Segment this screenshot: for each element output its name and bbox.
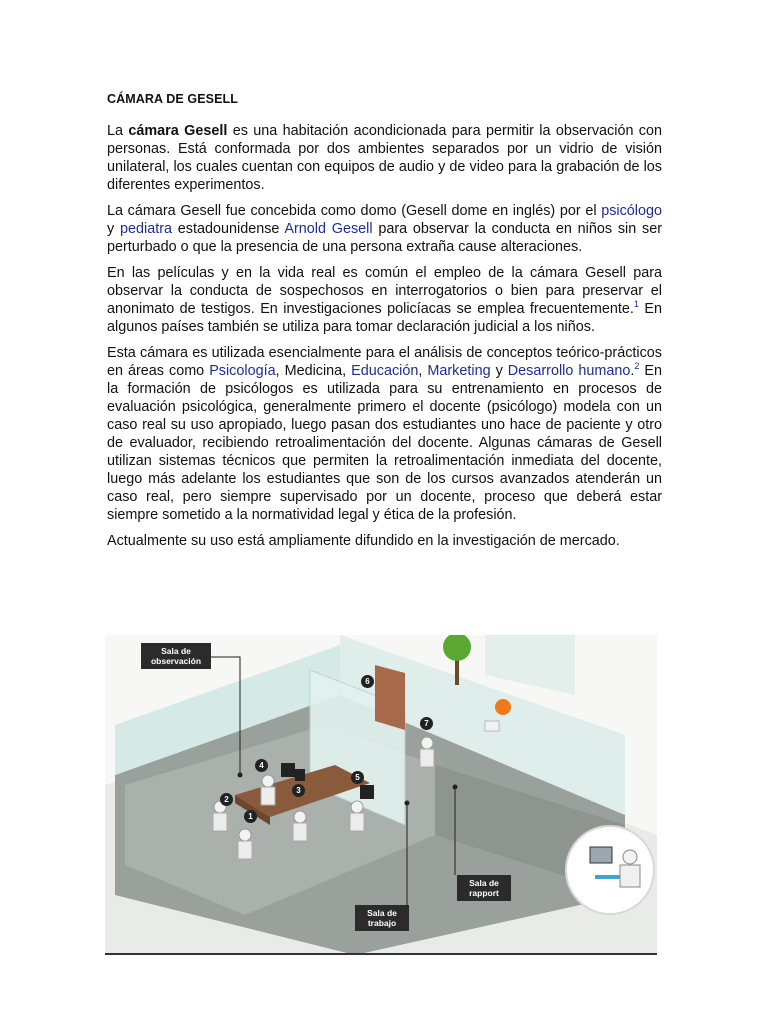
marker-5: 5 [351,771,364,784]
paragraph-3 [107,264,662,336]
link-educacion[interactable]: Educación [351,363,419,379]
marker-4: 4 [255,759,268,772]
paragraph-4 [107,344,662,524]
text: Esta cámara es utilizada esencialmente para el análisis de conceptos teórico-prácticos en áreas como [107,345,662,379]
bold-term: cámara Gesell [128,123,228,139]
paragraph-5: Actualmente su uso está ampliamente difundido en la investigación de mercado. [107,533,620,549]
label-sala-rapport [457,875,511,901]
text: y [490,363,508,379]
person-3 [293,811,307,841]
inset-person-body [620,865,640,887]
callout-dot [405,801,410,806]
gesell-chamber-illustration [105,635,657,955]
person-5 [350,801,364,831]
text: La cámara Gesell fue concebida como domo (Gesell dome en inglés) por el [107,203,602,219]
tree-foliage [443,635,471,661]
footnote-ref-2[interactable]: 2 [634,361,640,372]
text: , [418,363,428,379]
marker-3: 3 [292,784,305,797]
label-line: Sala de [469,878,499,888]
marker-7: 7 [420,717,433,730]
text: En las películas y en la vida real es común el empleo de la cámara Gesell para observar la conducta de sospechosos en interrogatorios o bien para preservar el anonimato de testigos. En investigaciones policíacas se emplea frecuentemente. [107,265,662,317]
inset-monitor [590,847,612,863]
link-arnold-gesell[interactable]: Arnold Gesell [284,221,373,237]
link-desarrollo-humano[interactable]: Desarrollo humano [507,363,631,379]
link-psicologia[interactable]: Psicología [209,363,276,379]
document-title: CÁMARA DE GESELL [107,92,239,106]
inset-person-head [623,850,637,864]
marker-6: 6 [361,675,374,688]
label-sala-observacion [141,643,211,669]
figure-bottom-rule [105,953,657,955]
inset-circle [566,826,654,914]
person-4 [261,775,275,805]
paragraph-1 [107,122,662,194]
text: es una habitación acondicionada para permitir la observación con personas. Está conformada por dos ambientes separados por un vidrio de visión unilateral, los cuales cuentan con equipos de audio y de video para la grabación de los diferentes experimentos. [107,123,663,193]
text: En algunos países también se utiliza para tomar declaración judicial a los niños. [107,301,662,335]
text: estadounidense [172,221,285,237]
callout-dot [453,785,458,790]
link-marketing[interactable]: Marketing [427,363,491,379]
text: La [107,123,129,139]
text: para observar la conducta en niños sin ser perturbado o que la presencia de una persona extraña cause alteraciones. [107,221,662,255]
text: y [107,221,120,237]
monitor [295,769,305,781]
paragraph-2 [107,202,662,256]
label-line: observación [150,656,202,666]
orange-ball [495,699,511,715]
document-body [107,92,662,558]
footnote-ref-1[interactable]: 1 [633,299,639,310]
text: . [630,363,635,379]
label-line: rapport [469,888,499,898]
monitor [360,785,374,799]
toy-box [485,721,499,731]
text: , Medicina, [275,363,352,379]
label-line: trabajo [367,918,397,928]
link-psicologo[interactable]: psicólogo [601,203,662,219]
partition-wall [485,635,575,695]
callout-dot [238,773,243,778]
door [375,665,405,730]
monitor [281,763,295,777]
label-line: Sala de [367,908,397,918]
person-7 [420,737,434,767]
person-1 [238,829,252,859]
label-sala-trabajo [355,905,409,931]
marker-2: 2 [220,793,233,806]
marker-1: 1 [244,810,257,823]
link-pediatra[interactable]: pediatra [119,221,172,237]
label-line: Sala de [161,646,191,656]
text: En la formación de psicólogos es utilizada para su entrenamiento en procesos de evaluación psicológica, generalmente primero el docente (psicólogo) modela con un caso real su uso apropiado, luego pasan dos estudiantes uno hace de paciente y otro de evaluador, recibiendo retroalimentación del docente. Algunas cámaras de Gesell utilizan sistemas técnicos que permiten la retroalimentación inmediata del docente, luego más adelante los estudiantes que son de los cursos avanzados atenderán un caso real, pero siempre supervisado por un docente, proceso que deberá estar siempre sometido a la normatividad legal y ética de la profesión. [107,363,662,523]
